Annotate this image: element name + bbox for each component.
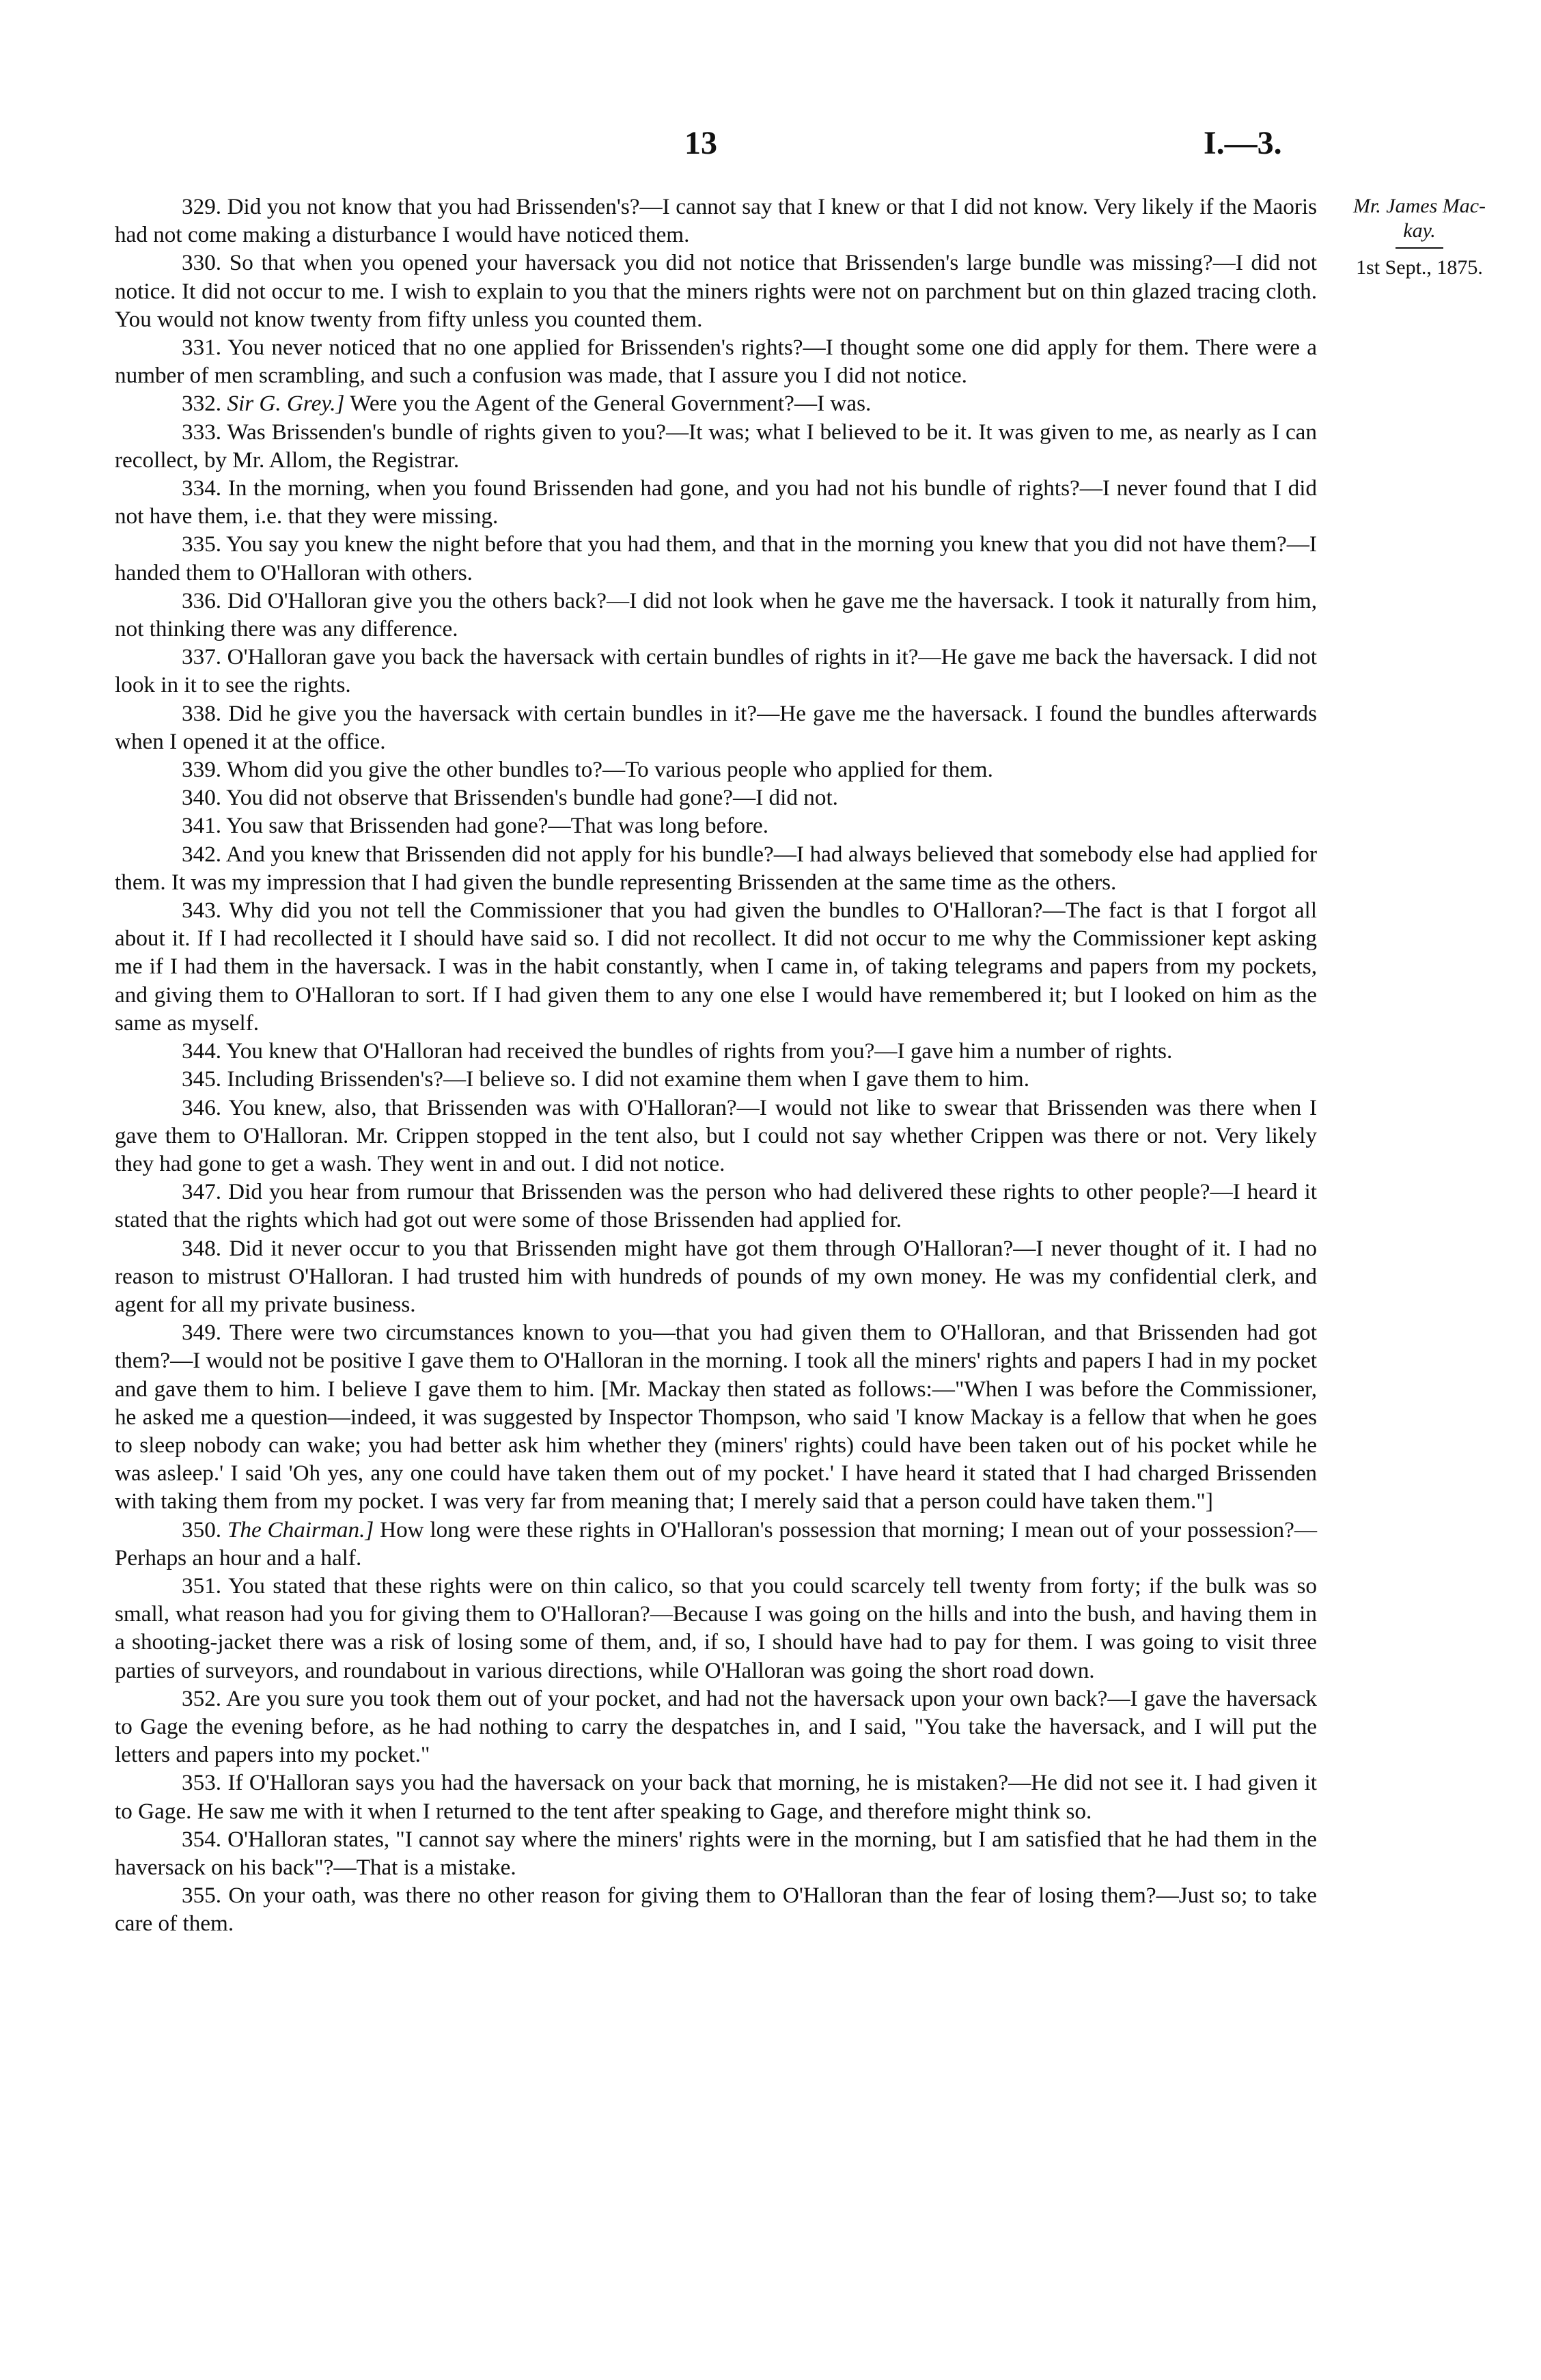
question-text: Were you the Agent of the General Government?—I was. — [350, 391, 872, 417]
question-number: 346. — [182, 1094, 222, 1120]
question-number: 345. — [182, 1066, 222, 1092]
question-text: Did you hear from rumour that Brissenden was the person who had delivered these rights to other people?—I heard it stated that the rights which had got out were some of those Brissenden had applied for. — [115, 1179, 1317, 1233]
witness-name-line2: kay. — [1403, 219, 1436, 242]
page-number: 13 — [684, 125, 717, 161]
question-number: 332. — [182, 391, 222, 417]
question-paragraph — [115, 1516, 1317, 1572]
question-text: You never noticed that no one applied for Brissenden's rights?—I thought some one did apply for them. There were a number of men scrambling, and such a confusion was made, that I assure you I did not notice. — [115, 335, 1317, 389]
question-text: If O'Halloran says you had the haversack on your back that morning, he is mistaken?—He did not see it. I had given it to Gage. He saw me with it when I returned to the tent after speaking to Gage, and therefore might think so. — [115, 1770, 1317, 1824]
speaker-label: The Chairman.] — [227, 1517, 374, 1542]
question-text: O'Halloran states, "I cannot say where the miners' rights were in the morning, but I am satisfied that he had them in the haversack on his back"?—That is a mistake. — [115, 1826, 1318, 1880]
question-number: 331. — [182, 335, 222, 361]
question-paragraph — [115, 1065, 1317, 1093]
question-paragraph — [115, 249, 1317, 333]
question-text: Whom did you give the other bundles to?—To various people who applied for them. — [226, 757, 993, 783]
margin-note — [1337, 194, 1501, 280]
question-number: 329. — [182, 194, 222, 219]
question-number: 354. — [182, 1826, 222, 1852]
question-paragraph — [115, 896, 1317, 1037]
question-text: Was Brissenden's bundle of rights given to you?—It was; what I believed to be it. It was given to me, as nearly as I can recollect, by Mr. Allom, the Registrar. — [115, 419, 1318, 473]
question-paragraph — [115, 418, 1317, 474]
question-text: Did it never occur to you that Brissenden might have got them through O'Halloran?—I never thought of it. I had no reason to mistrust O'Halloran. I had trusted him with hundreds of pounds of my own money. He was my confidential clerk, and agent for all my private business. — [115, 1235, 1318, 1317]
question-paragraph — [115, 1881, 1317, 1937]
question-text: Did you not know that you had Brissenden's?—I cannot say that I knew or that I did not know. Very likely if the Maoris had not come making a disturbance I would have noticed them. — [115, 194, 1317, 248]
question-paragraph — [115, 193, 1317, 249]
question-text: You knew that O'Halloran had received the bundles of rights from you?—I gave him a number of rights. — [226, 1038, 1173, 1064]
question-number: 336. — [182, 587, 222, 613]
question-paragraph — [115, 643, 1317, 699]
question-text: You say you knew the night before that you had them, and that in the morning you knew that you did not have them?—I handed them to O'Halloran with others. — [115, 531, 1317, 585]
question-number: 353. — [182, 1770, 222, 1796]
question-paragraph — [115, 389, 1317, 417]
question-text: O'Halloran gave you back the haversack with certain bundles of rights in it?—He gave me back the haversack. I did not look in it to see the rights. — [115, 644, 1317, 698]
question-text: You stated that these rights were on thin calico, so that you could scarcely tell twenty from forty; if the bulk was so small, what reason had you for giving them to O'Halloran?—Because I was going on the hills and into the bush, and having them in a shooting-jacket there was a risk of losing some of them, and, if so, I should have had to pay for them. I was going to visit three parties of surveyors, and roundabout in various directions, while O'Halloran was going the short road down. — [115, 1573, 1318, 1683]
question-text: Why did you not tell the Commissioner that you had given the bundles to O'Halloran?—The fact is that I forgot all about it. If I had recollected it I should have said so. I did not recollect. It did not occur to me why the Commissioner kept asking me if I had them in the haversack. I was in the habit constantly, when I came in, of taking telegrams and papers from my pockets, and giving them to O'Halloran to sort. If I had given them to any one else I would have remembered it; but I looked on him as the same as myself. — [115, 898, 1317, 1036]
question-paragraph — [115, 474, 1317, 530]
question-text: How long were these rights in O'Halloran's possession that morning; I mean out of your possession?—Perhaps an hour and a half. — [115, 1517, 1318, 1570]
question-paragraph — [115, 1094, 1317, 1178]
question-text: You knew, also, that Brissenden was with O'Halloran?—I would not like to swear that Brissenden was there when I gave them to O'Halloran. Mr. Crippen stopped in the tent also, but I could not say whether Crippen was there or not. Very likely they had gone to get a wash. They went in and out. I did not notice. — [115, 1094, 1317, 1176]
question-number: 355. — [182, 1883, 222, 1909]
question-number: 333. — [182, 419, 222, 445]
question-paragraph — [115, 1769, 1317, 1825]
question-paragraph — [115, 756, 1317, 784]
question-paragraph — [115, 784, 1317, 812]
question-number: 351. — [182, 1573, 222, 1599]
question-number: 339. — [182, 757, 222, 783]
question-number: 352. — [182, 1685, 222, 1711]
question-number: 344. — [182, 1038, 222, 1064]
question-text: You did not observe that Brissenden's bundle had gone?—I did not. — [226, 785, 838, 811]
question-text: Are you sure you took them out of your pocket, and had not the haversack upon your own back?—I gave the haversack to Gage the evening before, as he had nothing to carry the despatches in, and I said, "You take the haversack, and I will put the letters and papers into my pocket." — [115, 1685, 1318, 1768]
question-number: 350. — [182, 1517, 222, 1542]
question-paragraph — [115, 1825, 1317, 1881]
question-paragraph — [115, 840, 1317, 896]
question-number: 337. — [182, 644, 222, 670]
question-text: Including Brissenden's?—I believe so. I did not examine them when I gave them to him. — [227, 1066, 1030, 1092]
speaker-label: Sir G. Grey.] — [227, 391, 345, 417]
question-paragraph — [115, 1685, 1317, 1769]
question-text: And you knew that Brissenden did not apply for his bundle?—I had always believed that somebody else had applied for them. It was my impression that I had given the bundle representing Brissenden at the same time as the others. — [115, 841, 1317, 895]
question-paragraph — [115, 587, 1317, 643]
question-number: 330. — [182, 250, 222, 276]
question-paragraph — [115, 1572, 1317, 1685]
question-number: 347. — [182, 1179, 222, 1205]
question-number: 341. — [182, 813, 222, 839]
question-text: So that when you opened your haversack you did not notice that Brissenden's large bundle was missing?—I did not notice. It did not occur to me. I wish to explain to you that the miners rights were not on parchment but on thin glazed tracing cloth. You would not know twenty from fifty unless you counted them. — [115, 250, 1318, 332]
document-reference: I.—3. — [1204, 125, 1282, 161]
margin-rule — [1396, 247, 1443, 249]
question-text: Did he give you the haversack with certain bundles in it?—He gave me the haversack. I found the bundles afterwards when I opened it at the office. — [115, 700, 1318, 754]
question-paragraph — [115, 333, 1317, 389]
question-number: 348. — [182, 1235, 222, 1261]
question-number: 335. — [182, 531, 222, 557]
question-text: In the morning, when you found Brissenden had gone, and you had not his bundle of rights?—I never found that I did not have them, i.e. that they were missing. — [115, 475, 1318, 529]
question-paragraph — [115, 1178, 1317, 1234]
question-number: 342. — [182, 841, 222, 867]
question-text: Did O'Halloran give you the others back?—I did not look when he gave me the haversack. I took it naturally from him, not thinking there was any difference. — [115, 587, 1318, 642]
testimony-date: 1st Sept., 1875. — [1356, 256, 1483, 279]
testimony-body — [115, 193, 1317, 1938]
question-text: There were two circumstances known to you—that you had given them to O'Halloran, and that Brissenden had got them?—I would not be positive I gave them to O'Halloran in the morning. I took all the miners' rights and papers I had in my pocket and gave them to him. I believe I gave them to him. [Mr. Mackay then stated as follows:—"When I was before the Commissioner, he asked me a question—indeed, it was suggested by Inspector Thompson, who said 'I know Mackay is a fellow that when he goes to sleep nobody can wake; you had better ask him whether they (miners' rights) could have been taken out of his pocket while he was asleep.' I said 'Oh yes, any one could have taken them out of my pocket.' I have heard it stated that I had charged Brissenden with taking them from my pocket. I was very far from meaning that; I merely said that a person could have taken them."] — [115, 1320, 1317, 1514]
question-paragraph — [115, 530, 1317, 586]
question-text: You saw that Brissenden had gone?—That was long before. — [226, 813, 769, 839]
question-paragraph — [115, 1234, 1317, 1319]
question-number: 343. — [182, 898, 222, 924]
question-paragraph — [115, 700, 1317, 756]
question-text: On your oath, was there no other reason for giving them to O'Halloran than the fear of losing them?—Just so; to take care of them. — [115, 1883, 1317, 1937]
question-paragraph — [115, 812, 1317, 840]
question-number: 340. — [182, 785, 222, 811]
question-number: 338. — [182, 700, 222, 726]
question-number: 349. — [182, 1320, 222, 1346]
question-number: 334. — [182, 475, 222, 501]
witness-name-line1: Mr. James Mac- — [1352, 195, 1486, 217]
question-paragraph — [115, 1037, 1317, 1065]
question-paragraph — [115, 1318, 1317, 1515]
page-header — [0, 124, 1541, 165]
